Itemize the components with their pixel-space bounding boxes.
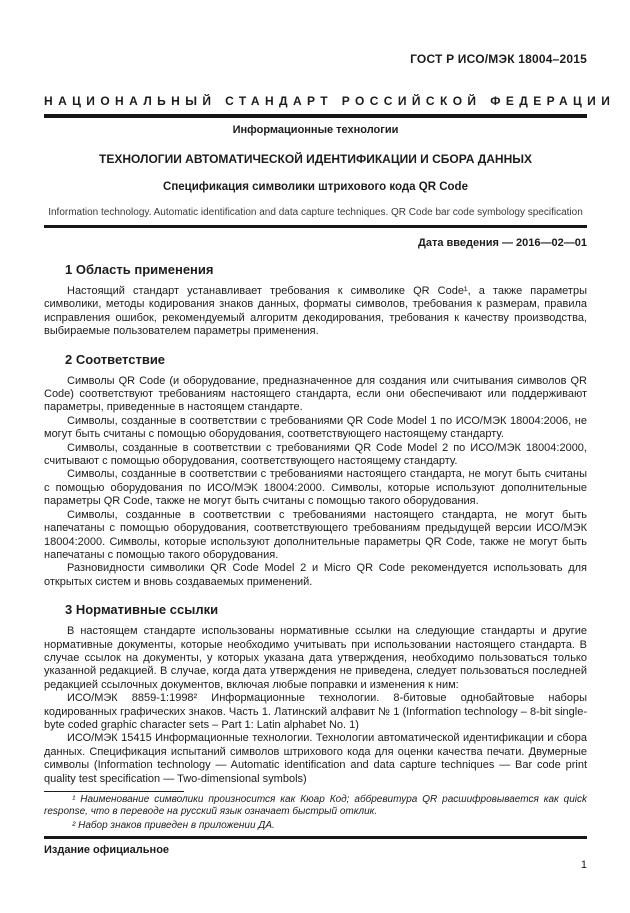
section-1-heading: 1 Область применения [65,262,214,277]
section-2-paragraph: Символы, созданные в соответствии с требованиями QR Code Model 2 по ИСО/МЭК 18004:2000, считывают с помощью оборудования, соответствующего настоящему стандарту. [44,441,587,468]
page-number: 1 [580,858,587,871]
header-divider [44,114,587,118]
federation-header: НАЦИОНАЛЬНЫЙ СТАНДАРТ РОССИЙСКОЙ ФЕДЕРАЦИИ [44,94,616,108]
document-title-english: Information technology. Automatic identification and data capture techniques. QR Code bar code symbology specification [48,207,583,218]
section-2-heading: 2 Соответствие [65,351,166,367]
section-3-heading: 3 Нормативные ссылки [65,602,219,618]
footnote-2: ² Набор знаков приведен в приложении ДА. [72,820,275,832]
document-subtitle: Спецификация символики штрихового кода QR Code [163,181,468,193]
section-2-paragraph: Символы QR Code (и оборудование, предназначенное для создания или считывания символов QR Code) соответствуют требованиям настоящего стандарта, если они обеспечивают или поддерживают параметры, приведенные в настоящем стандарте. [44,374,587,414]
edition-note: Издание официальное [44,843,170,856]
footer-divider [44,836,587,839]
section-2-paragraph: Символы, созданные в соответствии с требованиями настоящего стандарта, не могут быть напечатаны с помощью оборудования, соответствующего требованиям предыдущей версии ИСО/МЭК 18004:2000. Символы, которые используют дополнительные параметры QR Code, также не могут быть напечатаны с помощью такого оборудования. [44,508,587,561]
section-3-paragraph: ИСО/МЭК 15415 Информационные технологии. Технологии автоматической идентификации и сбора данных. Спецификация испытаний символов штрихового кода для оценки качества печати. Двумерные символы (Information technology — Automatic identification and data capture techniques — Bar code print quality test specification — Two-dimensional symbols) [44,732,587,785]
footnote-1: ¹ Наименование символики произносится как Кюар Код; аббревитура QR расшифровывается как quick response, что в переводе на русский язык означает быстрый отклик. [44,794,587,818]
subject-line: Информационные технологии [232,124,399,136]
section-3-paragraph: ИСО/МЭК 8859-1:1998² Информационные технологии. 8-битовые однобайтовые наборы кодированных графических знаков. Часть 1. Латинский алфавит № 1 (Information technology – 8-bit single-byte coded graphic character sets – Part 1: Latin alphabet No. 1) [44,692,587,731]
document-title: ТЕХНОЛОГИИ АВТОМАТИЧЕСКОЙ ИДЕНТИФИКАЦИИ И СБОРА ДАННЫХ [99,152,532,166]
title-divider [44,225,587,228]
effective-date: Дата введения — 2016—02—01 [418,237,587,249]
footnote-divider [44,791,184,792]
section-2-paragraph: Символы, созданные в соответствии с требованиями QR Code Model 1 по ИСО/МЭК 18004:2006, не могут быть считаны с помощью оборудования, соответствующего настоящему стандарту. [44,414,587,441]
section-1-paragraph: Настоящий стандарт устанавливает требования к символике QR Code¹, а также параметры символики, методы кодирования знаков данных, форматы символов, требования к размерам, правила исправления ошибок, рекомендуемый алгоритм декодирования, требования к качеству производства, выбираемые пользователем параметры применения. [44,285,587,338]
section-3-paragraph: В настоящем стандарте использованы нормативные ссылки на следующие стандарты и другие нормативные документы, которые необходимо учитывать при использовании настоящего стандарта. В случае ссылок на документы, у которых указана дата утверждения, необходимо пользоваться только указанной редакцией. В случае, когда дата утверждения не приведена, следует пользоваться последней редакцией ссылочных документов, включая любые поправки и изменения к ним: [44,625,587,691]
section-2-paragraph: Символы, созданные в соответствии с требованиями настоящего стандарта, не могут быть считаны с помощью оборудования по ИСО/МЭК 18004:2000. Символы, которые используют дополнительные параметры QR Code, также не могут быть считаны с помощью такого оборудования. [44,468,587,508]
doc-code: ГОСТ Р ИСО/МЭК 18004–2015 [410,52,587,66]
section-2-paragraph: Разновидности символики QR Code Model 2 и Micro QR Code рекомендуется использовать для открытых систем и вновь создаваемых применений. [44,562,587,588]
